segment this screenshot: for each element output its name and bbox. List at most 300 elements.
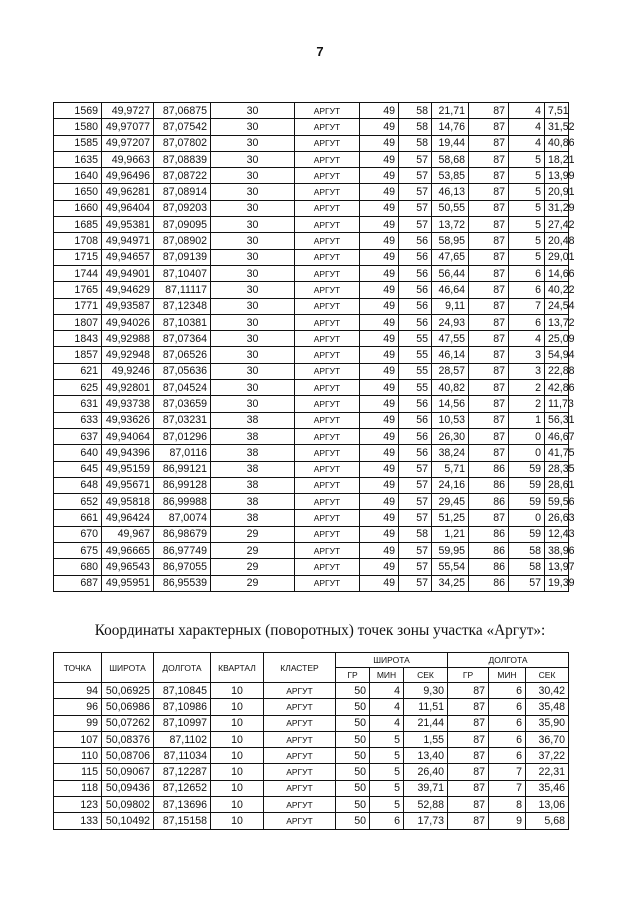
cell-lat-deg: 49 xyxy=(360,412,399,428)
cell-lat-deg: 49 xyxy=(360,331,399,347)
cell-lat-sec: 47,55 xyxy=(432,331,469,347)
cell-lat-sec: 1,55 xyxy=(404,731,448,747)
cell-quarter: 30 xyxy=(211,233,295,249)
cell-lon-sec: 26,63 xyxy=(545,510,569,526)
cell-lat-sec: 10,53 xyxy=(432,412,469,428)
cell-latitude: 49,96424 xyxy=(102,510,154,526)
cell-lat-min: 57 xyxy=(399,543,432,559)
cell-lon-deg: 87 xyxy=(469,445,509,461)
cell-lat-min: 56 xyxy=(399,314,432,330)
cell-cluster: АРГУТ xyxy=(295,445,360,461)
cell-longitude: 87,15158 xyxy=(154,813,211,829)
cell-lat-sec: 9,11 xyxy=(432,298,469,314)
cell-lon-sec: 13,99 xyxy=(545,168,569,184)
cell-latitude: 50,06925 xyxy=(102,683,154,699)
cell-lat-sec: 26,30 xyxy=(432,428,469,444)
cell-lon-min: 4 xyxy=(509,331,545,347)
coordinates-table-argut xyxy=(53,652,569,830)
cell-cluster: АРГУТ xyxy=(295,380,360,396)
cell-lon-min: 0 xyxy=(509,428,545,444)
cell-point: 645 xyxy=(54,461,102,477)
cell-lon-deg: 87 xyxy=(469,396,509,412)
cell-lon-sec: 20,91 xyxy=(545,184,569,200)
header-longitude: ДОЛГОТА xyxy=(154,653,211,683)
table-row xyxy=(54,217,569,233)
cell-lon-min: 58 xyxy=(509,559,545,575)
table-row xyxy=(54,380,569,396)
cell-quarter: 30 xyxy=(211,265,295,281)
cell-latitude: 49,95159 xyxy=(102,461,154,477)
cell-lat-min: 5 xyxy=(370,748,404,764)
header-point: ТОЧКА xyxy=(54,653,102,683)
cell-lat-min: 58 xyxy=(399,526,432,542)
cell-lon-deg: 87 xyxy=(469,249,509,265)
cell-point: 648 xyxy=(54,477,102,493)
cell-lon-min: 7 xyxy=(489,780,526,796)
cell-lat-deg: 50 xyxy=(336,764,370,780)
cell-point: 1857 xyxy=(54,347,102,363)
cell-lat-deg: 49 xyxy=(360,477,399,493)
cell-lon-deg: 86 xyxy=(469,477,509,493)
table-row xyxy=(54,396,569,412)
cell-lon-deg: 87 xyxy=(448,715,489,731)
cell-lat-sec: 9,30 xyxy=(404,683,448,699)
table-row xyxy=(54,543,569,559)
cell-point: 1635 xyxy=(54,151,102,167)
table-row xyxy=(54,200,569,216)
cell-lat-deg: 49 xyxy=(360,282,399,298)
cell-lon-deg: 86 xyxy=(469,575,509,591)
cell-cluster: АРГУТ xyxy=(295,151,360,167)
cell-lon-min: 7 xyxy=(509,298,545,314)
cell-point: 94 xyxy=(54,683,102,699)
cell-lon-min: 59 xyxy=(509,526,545,542)
cell-lat-min: 56 xyxy=(399,233,432,249)
cell-cluster: АРГУТ xyxy=(295,200,360,216)
cell-point: 107 xyxy=(54,731,102,747)
cell-point: 115 xyxy=(54,764,102,780)
cell-longitude: 87,12287 xyxy=(154,764,211,780)
cell-lat-sec: 51,25 xyxy=(432,510,469,526)
cell-cluster: АРГУТ xyxy=(264,683,336,699)
cell-lat-deg: 49 xyxy=(360,543,399,559)
cell-lat-deg: 49 xyxy=(360,494,399,510)
cell-longitude: 87,11034 xyxy=(154,748,211,764)
cell-point: 99 xyxy=(54,715,102,731)
cell-lat-sec: 29,45 xyxy=(432,494,469,510)
cell-lon-min: 59 xyxy=(509,494,545,510)
cell-point: 1660 xyxy=(54,200,102,216)
cell-cluster: АРГУТ xyxy=(295,526,360,542)
cell-point: 1744 xyxy=(54,265,102,281)
cell-longitude: 87,10986 xyxy=(154,699,211,715)
cell-lon-deg: 86 xyxy=(469,494,509,510)
header-latitude: ШИРОТА xyxy=(102,653,154,683)
cell-lon-deg: 87 xyxy=(448,780,489,796)
cell-lat-min: 56 xyxy=(399,298,432,314)
table-row xyxy=(54,559,569,575)
cell-lat-deg: 49 xyxy=(360,233,399,249)
cell-lon-min: 5 xyxy=(509,249,545,265)
cell-lon-sec: 41,75 xyxy=(545,445,569,461)
cell-quarter: 29 xyxy=(211,559,295,575)
cell-lat-sec: 14,76 xyxy=(432,119,469,135)
cell-cluster: АРГУТ xyxy=(295,103,360,119)
cell-lon-sec: 35,48 xyxy=(526,699,569,715)
cell-cluster: АРГУТ xyxy=(295,363,360,379)
cell-lon-sec: 18,21 xyxy=(545,151,569,167)
cell-quarter: 10 xyxy=(211,813,264,829)
header-lat-deg: ГР xyxy=(336,668,370,683)
cell-quarter: 30 xyxy=(211,331,295,347)
cell-lon-deg: 87 xyxy=(448,748,489,764)
cell-lat-deg: 49 xyxy=(360,184,399,200)
cell-lon-min: 5 xyxy=(509,233,545,249)
cell-lon-min: 3 xyxy=(509,347,545,363)
cell-lat-deg: 49 xyxy=(360,428,399,444)
cell-lat-deg: 49 xyxy=(360,200,399,216)
cell-lat-min: 55 xyxy=(399,331,432,347)
cell-lon-sec: 28,61 xyxy=(545,477,569,493)
cell-longitude: 87,09139 xyxy=(154,249,211,265)
cell-lat-sec: 53,85 xyxy=(432,168,469,184)
cell-point: 633 xyxy=(54,412,102,428)
cell-point: 1843 xyxy=(54,331,102,347)
cell-quarter: 10 xyxy=(211,715,264,731)
cell-latitude: 49,94064 xyxy=(102,428,154,444)
cell-lon-min: 3 xyxy=(509,363,545,379)
cell-lon-sec: 35,90 xyxy=(526,715,569,731)
cell-longitude: 87,1102 xyxy=(154,731,211,747)
cell-lon-sec: 20,48 xyxy=(545,233,569,249)
cell-lon-min: 6 xyxy=(509,265,545,281)
cell-lat-min: 57 xyxy=(399,461,432,477)
cell-longitude: 87,11117 xyxy=(154,282,211,298)
table-row xyxy=(54,699,569,715)
cell-cluster: АРГУТ xyxy=(264,813,336,829)
table-row xyxy=(54,103,569,119)
cell-lon-deg: 87 xyxy=(469,217,509,233)
cell-longitude: 87,05636 xyxy=(154,363,211,379)
cell-quarter: 30 xyxy=(211,184,295,200)
cell-longitude: 87,03659 xyxy=(154,396,211,412)
cell-latitude: 49,96496 xyxy=(102,168,154,184)
cell-lon-sec: 42,86 xyxy=(545,380,569,396)
cell-quarter: 10 xyxy=(211,699,264,715)
cell-cluster: АРГУТ xyxy=(295,168,360,184)
cell-lat-sec: 56,44 xyxy=(432,265,469,281)
cell-lon-sec: 19,39 xyxy=(545,575,569,591)
cell-lon-deg: 87 xyxy=(469,314,509,330)
cell-lat-deg: 49 xyxy=(360,526,399,542)
table-row xyxy=(54,331,569,347)
cell-longitude: 86,99121 xyxy=(154,461,211,477)
cell-latitude: 49,96665 xyxy=(102,543,154,559)
table-row xyxy=(54,428,569,444)
cell-lon-min: 2 xyxy=(509,380,545,396)
cell-lat-sec: 46,64 xyxy=(432,282,469,298)
table-row xyxy=(54,347,569,363)
cell-quarter: 30 xyxy=(211,135,295,151)
cell-lon-min: 6 xyxy=(489,731,526,747)
cell-quarter: 30 xyxy=(211,380,295,396)
cell-point: 96 xyxy=(54,699,102,715)
cell-lon-deg: 87 xyxy=(448,813,489,829)
cell-lon-sec: 30,42 xyxy=(526,683,569,699)
cell-lon-sec: 37,22 xyxy=(526,748,569,764)
cell-longitude: 87,04524 xyxy=(154,380,211,396)
cell-lon-min: 8 xyxy=(489,797,526,813)
cell-lon-sec: 38,96 xyxy=(545,543,569,559)
cell-latitude: 49,94657 xyxy=(102,249,154,265)
cell-lat-sec: 14,56 xyxy=(432,396,469,412)
cell-lat-sec: 47,65 xyxy=(432,249,469,265)
cell-longitude: 87,08839 xyxy=(154,151,211,167)
cell-longitude: 86,97055 xyxy=(154,559,211,575)
cell-longitude: 87,06526 xyxy=(154,347,211,363)
cell-lon-min: 59 xyxy=(509,461,545,477)
cell-lat-sec: 50,55 xyxy=(432,200,469,216)
cell-lon-sec: 13,72 xyxy=(545,314,569,330)
cell-cluster: АРГУТ xyxy=(295,314,360,330)
cell-lat-sec: 5,71 xyxy=(432,461,469,477)
cell-lat-min: 56 xyxy=(399,445,432,461)
cell-latitude: 49,97207 xyxy=(102,135,154,151)
cell-longitude: 87,12652 xyxy=(154,780,211,796)
cell-point: 1715 xyxy=(54,249,102,265)
cell-quarter: 10 xyxy=(211,780,264,796)
cell-cluster: АРГУТ xyxy=(295,217,360,233)
cell-longitude: 87,10407 xyxy=(154,265,211,281)
cell-lat-deg: 49 xyxy=(360,168,399,184)
cell-lon-deg: 87 xyxy=(469,331,509,347)
cell-lon-min: 4 xyxy=(509,103,545,119)
cell-lat-min: 57 xyxy=(399,151,432,167)
cell-latitude: 49,93587 xyxy=(102,298,154,314)
cell-point: 110 xyxy=(54,748,102,764)
cell-longitude: 86,97749 xyxy=(154,543,211,559)
cell-cluster: АРГУТ xyxy=(295,135,360,151)
cell-longitude: 86,98679 xyxy=(154,526,211,542)
cell-lat-sec: 24,16 xyxy=(432,477,469,493)
cell-lat-min: 58 xyxy=(399,103,432,119)
cell-longitude: 87,08722 xyxy=(154,168,211,184)
cell-lat-deg: 49 xyxy=(360,445,399,461)
cell-latitude: 49,95671 xyxy=(102,477,154,493)
cell-latitude: 49,94971 xyxy=(102,233,154,249)
header-quarter: КВАРТАЛ xyxy=(211,653,264,683)
table-row xyxy=(54,282,569,298)
cell-lat-min: 57 xyxy=(399,200,432,216)
table-row xyxy=(54,797,569,813)
cell-lat-min: 4 xyxy=(370,699,404,715)
cell-lon-min: 59 xyxy=(509,477,545,493)
cell-lon-sec: 7,51 xyxy=(545,103,569,119)
cell-latitude: 49,92948 xyxy=(102,347,154,363)
cell-lat-min: 5 xyxy=(370,780,404,796)
cell-latitude: 49,93738 xyxy=(102,396,154,412)
cell-lon-sec: 40,86 xyxy=(545,135,569,151)
cell-cluster: АРГУТ xyxy=(264,797,336,813)
cell-lon-min: 5 xyxy=(509,168,545,184)
table-row xyxy=(54,445,569,461)
cell-cluster: АРГУТ xyxy=(295,396,360,412)
cell-lat-min: 56 xyxy=(399,396,432,412)
cell-lon-sec: 24,54 xyxy=(545,298,569,314)
cell-lat-sec: 1,21 xyxy=(432,526,469,542)
cell-lon-min: 5 xyxy=(509,200,545,216)
cell-lon-min: 0 xyxy=(509,510,545,526)
cell-point: 675 xyxy=(54,543,102,559)
cell-latitude: 49,96543 xyxy=(102,559,154,575)
cell-point: 670 xyxy=(54,526,102,542)
cell-quarter: 30 xyxy=(211,396,295,412)
table-row xyxy=(54,168,569,184)
cell-lon-deg: 87 xyxy=(469,233,509,249)
cell-quarter: 29 xyxy=(211,543,295,559)
cell-latitude: 49,9727 xyxy=(102,103,154,119)
cell-lon-sec: 31,29 xyxy=(545,200,569,216)
cell-lon-sec: 40,22 xyxy=(545,282,569,298)
section-heading: Координаты характерных (поворотных) точек зоны участка «Аргут»: xyxy=(94,622,546,639)
cell-lat-min: 4 xyxy=(370,683,404,699)
cell-lat-deg: 50 xyxy=(336,797,370,813)
cell-lat-deg: 49 xyxy=(360,575,399,591)
cell-latitude: 49,95951 xyxy=(102,575,154,591)
cell-longitude: 87,0074 xyxy=(154,510,211,526)
table-row xyxy=(54,510,569,526)
cell-lat-deg: 49 xyxy=(360,347,399,363)
cell-lat-sec: 46,13 xyxy=(432,184,469,200)
table-row xyxy=(54,813,569,829)
cell-lon-deg: 87 xyxy=(469,200,509,216)
cell-lon-deg: 87 xyxy=(448,731,489,747)
cell-lat-sec: 26,40 xyxy=(404,764,448,780)
cell-lon-deg: 87 xyxy=(469,380,509,396)
cell-lat-deg: 49 xyxy=(360,363,399,379)
header-lon-deg: ГР xyxy=(448,668,489,683)
cell-quarter: 38 xyxy=(211,477,295,493)
cell-quarter: 30 xyxy=(211,119,295,135)
cell-lat-deg: 49 xyxy=(360,461,399,477)
cell-lat-min: 57 xyxy=(399,168,432,184)
cell-longitude: 87,07542 xyxy=(154,119,211,135)
cell-lat-deg: 49 xyxy=(360,380,399,396)
cell-quarter: 30 xyxy=(211,103,295,119)
cell-quarter: 38 xyxy=(211,461,295,477)
cell-cluster: АРГУТ xyxy=(295,543,360,559)
cell-point: 118 xyxy=(54,780,102,796)
cell-lon-deg: 87 xyxy=(469,412,509,428)
table-row xyxy=(54,748,569,764)
cell-cluster: АРГУТ xyxy=(264,731,336,747)
cell-lat-sec: 17,73 xyxy=(404,813,448,829)
cell-lat-min: 58 xyxy=(399,119,432,135)
table-row xyxy=(54,119,569,135)
table-row xyxy=(54,265,569,281)
table-row xyxy=(54,184,569,200)
cell-lon-min: 6 xyxy=(509,282,545,298)
table-row xyxy=(54,494,569,510)
table-row xyxy=(54,233,569,249)
cell-quarter: 30 xyxy=(211,298,295,314)
cell-lon-sec: 22,88 xyxy=(545,363,569,379)
table-row xyxy=(54,363,569,379)
table-row xyxy=(54,298,569,314)
cell-lat-min: 55 xyxy=(399,347,432,363)
cell-cluster: АРГУТ xyxy=(295,184,360,200)
cell-lat-min: 57 xyxy=(399,477,432,493)
cell-lon-deg: 87 xyxy=(448,797,489,813)
cell-lat-deg: 49 xyxy=(360,135,399,151)
cell-quarter: 38 xyxy=(211,445,295,461)
cell-lon-deg: 86 xyxy=(469,461,509,477)
cell-quarter: 30 xyxy=(211,363,295,379)
cell-cluster: АРГУТ xyxy=(295,265,360,281)
cell-lat-min: 56 xyxy=(399,428,432,444)
cell-latitude: 49,94396 xyxy=(102,445,154,461)
cell-quarter: 38 xyxy=(211,412,295,428)
table-row xyxy=(54,715,569,731)
cell-lon-min: 4 xyxy=(509,135,545,151)
cell-lat-sec: 40,82 xyxy=(432,380,469,396)
cell-longitude: 87,13696 xyxy=(154,797,211,813)
cell-lat-deg: 49 xyxy=(360,217,399,233)
cell-lon-min: 0 xyxy=(509,445,545,461)
cell-point: 621 xyxy=(54,363,102,379)
cell-lat-sec: 21,44 xyxy=(404,715,448,731)
cell-latitude: 49,94901 xyxy=(102,265,154,281)
cell-lon-sec: 46,67 xyxy=(545,428,569,444)
table-row xyxy=(54,249,569,265)
header-latitude-group: ШИРОТА xyxy=(336,653,448,668)
cell-lat-deg: 50 xyxy=(336,813,370,829)
cell-latitude: 49,9246 xyxy=(102,363,154,379)
cell-lon-deg: 87 xyxy=(469,151,509,167)
cell-lat-sec: 58,68 xyxy=(432,151,469,167)
cell-quarter: 10 xyxy=(211,797,264,813)
cell-latitude: 50,10492 xyxy=(102,813,154,829)
cell-point: 1640 xyxy=(54,168,102,184)
cell-lat-min: 55 xyxy=(399,363,432,379)
table-row xyxy=(54,412,569,428)
cell-quarter: 29 xyxy=(211,575,295,591)
cell-lat-deg: 50 xyxy=(336,780,370,796)
cell-longitude: 87,07364 xyxy=(154,331,211,347)
cell-longitude: 87,09203 xyxy=(154,200,211,216)
cell-lat-deg: 49 xyxy=(360,298,399,314)
cell-lat-min: 5 xyxy=(370,764,404,780)
cell-lon-deg: 87 xyxy=(469,363,509,379)
cell-lat-deg: 49 xyxy=(360,265,399,281)
cell-lon-min: 5 xyxy=(509,217,545,233)
cell-lat-deg: 49 xyxy=(360,559,399,575)
header-longitude-group: ДОЛГОТА xyxy=(448,653,569,668)
cell-latitude: 50,08376 xyxy=(102,731,154,747)
table-row xyxy=(54,764,569,780)
cell-lon-min: 6 xyxy=(489,699,526,715)
cell-longitude: 87,08914 xyxy=(154,184,211,200)
cell-lon-deg: 86 xyxy=(469,526,509,542)
cell-lon-sec: 13,06 xyxy=(526,797,569,813)
cell-lon-min: 6 xyxy=(489,683,526,699)
cell-quarter: 30 xyxy=(211,217,295,233)
cell-lat-sec: 39,71 xyxy=(404,780,448,796)
cell-latitude: 49,967 xyxy=(102,526,154,542)
table-row xyxy=(54,683,569,699)
cell-lat-sec: 55,54 xyxy=(432,559,469,575)
cell-lon-sec: 12,43 xyxy=(545,526,569,542)
